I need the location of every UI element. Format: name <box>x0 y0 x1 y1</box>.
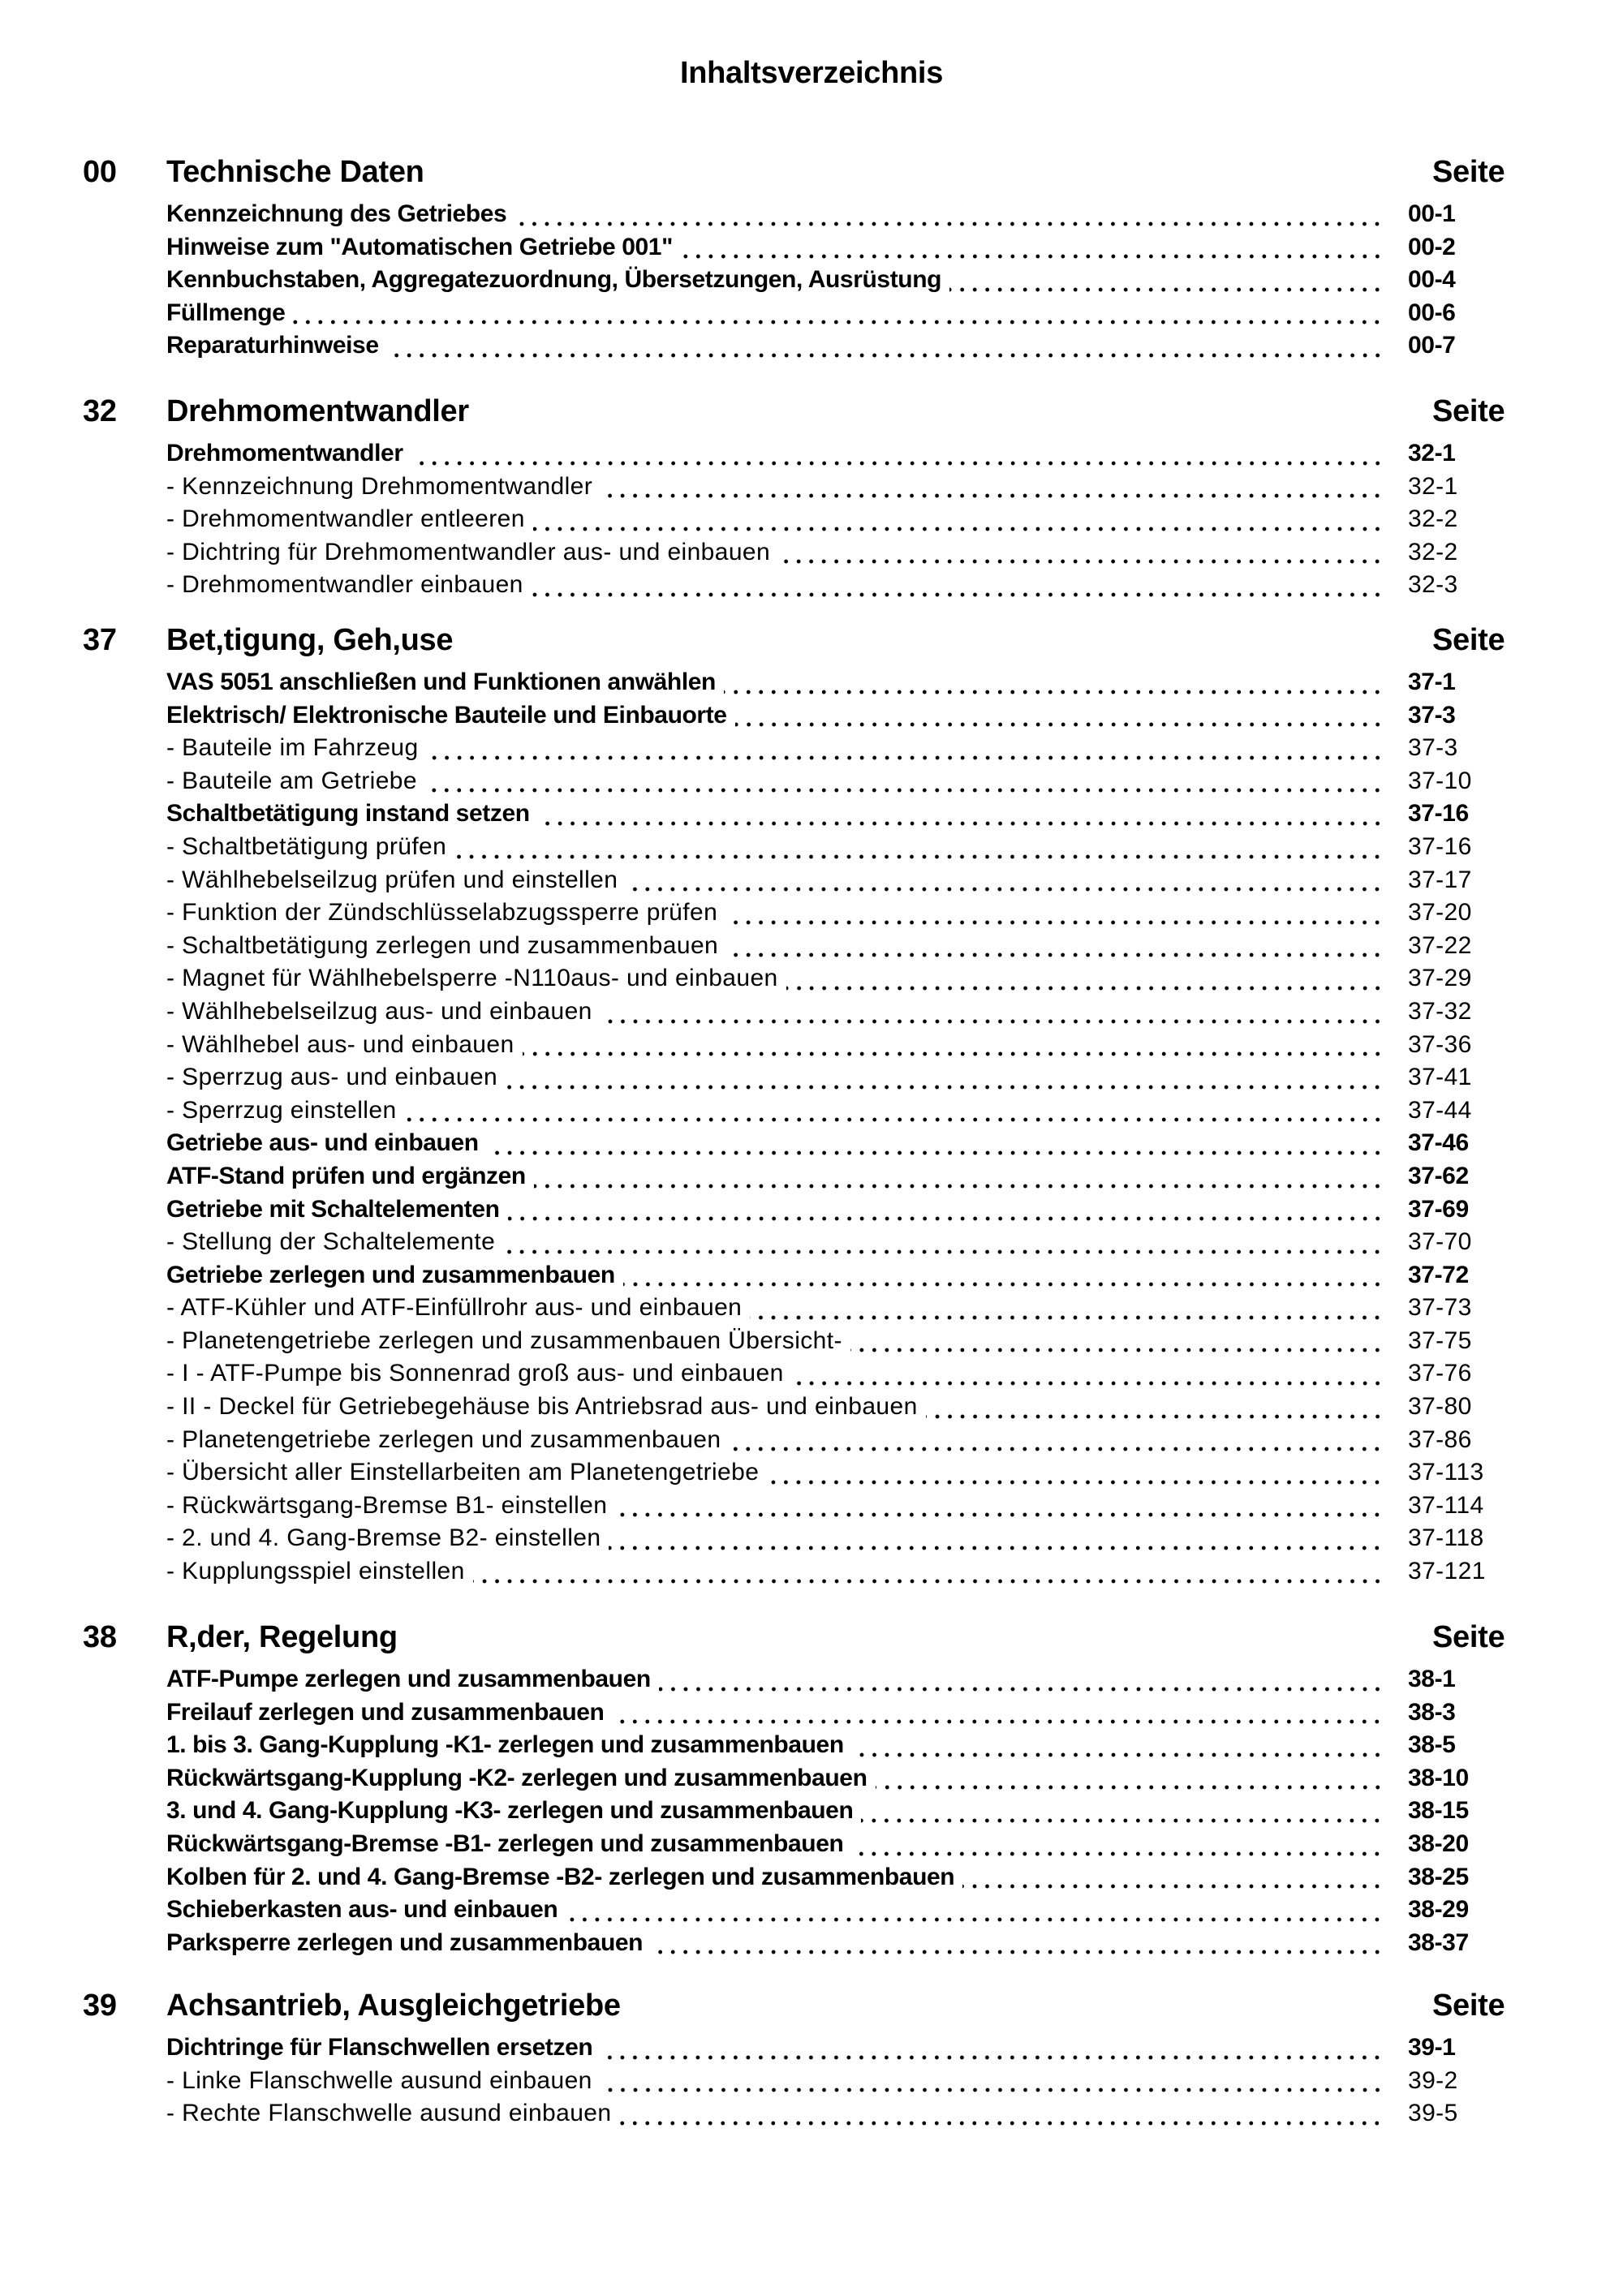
dot-leader <box>724 666 1384 699</box>
toc-entry-label: Reparaturhinweise <box>166 332 379 359</box>
toc-entry-label: - Kennzeichnung Drehmomentwandler <box>166 472 593 500</box>
toc-entry-row <box>0 1424 1408 1457</box>
toc-entry-label: Hinweise zum "Automatischen Getriebe 001" <box>166 233 673 260</box>
toc-entry-page-number: 38-25 <box>1408 1863 1469 1890</box>
dot-leader <box>487 1127 1384 1160</box>
dot-leader <box>514 198 1384 231</box>
toc-subentry[interactable] <box>0 896 1623 930</box>
toc-subentry[interactable] <box>0 995 1623 1029</box>
page-title: Inhaltsverzeichnis <box>679 56 944 90</box>
toc-subentry[interactable] <box>0 2065 1623 2098</box>
dot-leader <box>623 1259 1384 1292</box>
dot-leader <box>473 1555 1384 1589</box>
toc-subentry[interactable] <box>0 536 1623 570</box>
toc-entry-page-number: 37-20 <box>1408 899 1472 927</box>
dot-leader <box>659 1663 1384 1696</box>
toc-entry-label: - Bauteile im Fahrzeug <box>166 734 419 762</box>
toc-entry-page-number: 37-70 <box>1408 1228 1472 1256</box>
toc-entry-label: Rückwärtsgang-Kupplung -K2- zerlegen und zusammenbauen <box>166 1764 867 1791</box>
toc-entry-row <box>0 1292 1408 1325</box>
toc-entry-label: - Bauteile am Getriebe <box>166 767 417 794</box>
dot-leader <box>538 798 1384 831</box>
toc-entry-row <box>0 569 1408 602</box>
dot-leader <box>427 732 1384 765</box>
dot-leader <box>387 329 1384 363</box>
section-title: Drehmomentwandler <box>166 394 469 428</box>
toc-subentry[interactable] <box>0 1357 1623 1391</box>
toc-entry-label: Getriebe mit Schaltelementen <box>166 1195 500 1223</box>
toc-subentry[interactable] <box>0 1061 1623 1094</box>
toc-entry-page-number: 32-2 <box>1408 538 1458 565</box>
toc-entry-label: - Drehmomentwandler entleeren <box>166 505 525 533</box>
section-number: 38 <box>83 1620 117 1654</box>
section-heading <box>0 1988 1623 2023</box>
dot-leader <box>767 1456 1384 1490</box>
toc-entry-page-number: 39-1 <box>1408 2034 1456 2061</box>
toc-entry-page-number: 38-3 <box>1408 1698 1456 1726</box>
section-heading <box>0 393 1623 429</box>
toc-entry-label: - Wählhebel aus- und einbauen <box>166 1030 514 1058</box>
toc-entry-page-number: 37-73 <box>1408 1294 1472 1322</box>
toc-entry-label: Kennzeichnung des Getriebes <box>166 200 507 227</box>
toc-entry-row <box>0 198 1408 231</box>
dot-leader <box>601 2065 1384 2098</box>
toc-entry-row <box>0 864 1408 897</box>
toc-entry-row <box>0 1061 1408 1094</box>
toc-entry-label: - Sperrzug einstellen <box>166 1096 397 1124</box>
dot-leader <box>792 1357 1384 1391</box>
toc-entry-row <box>0 1762 1408 1795</box>
dot-leader <box>612 1696 1384 1730</box>
toc-subentry[interactable] <box>0 765 1623 798</box>
toc-subentry[interactable] <box>0 1522 1623 1555</box>
toc-subentry[interactable] <box>0 962 1623 995</box>
dot-leader <box>411 437 1384 471</box>
toc-entry-label: Schieberkasten aus- und einbauen <box>166 1896 558 1924</box>
dot-leader <box>726 930 1384 963</box>
toc-entry-page-number: 37-41 <box>1408 1064 1472 1091</box>
toc-entry-page-number: 39-5 <box>1408 2100 1458 2127</box>
dot-leader <box>786 962 1384 995</box>
toc-entry-page-number: 37-121 <box>1408 1558 1486 1585</box>
toc-entry-page-number: 00-7 <box>1408 332 1456 359</box>
toc-entry-row <box>0 666 1408 699</box>
toc-entry[interactable] <box>0 1729 1623 1762</box>
dot-leader <box>681 231 1384 264</box>
toc-subentry[interactable] <box>0 503 1623 536</box>
toc-entry-page-number: 37-1 <box>1408 669 1456 695</box>
toc-entry[interactable] <box>0 1259 1623 1292</box>
dot-leader <box>609 1522 1384 1555</box>
toc-subentry[interactable] <box>0 1292 1623 1325</box>
toc-entry-row <box>0 1696 1408 1730</box>
toc-entry-page-number: 38-29 <box>1408 1896 1469 1924</box>
toc-entry-row <box>0 2097 1408 2130</box>
toc-entry-row <box>0 471 1408 504</box>
toc-entry-label: Drehmomentwandler <box>166 440 403 467</box>
toc-entry-label: - Stellung der Schaltelemente <box>166 1228 496 1256</box>
toc-entry[interactable] <box>0 1160 1623 1193</box>
toc-entry[interactable] <box>0 231 1623 264</box>
section-heading <box>0 154 1623 190</box>
toc-entry-page-number: 38-5 <box>1408 1731 1456 1759</box>
toc-entry-label: Füllmenge <box>166 299 286 326</box>
toc-entry-label: - ATF-Kühler und ATF-Einfüllrohr aus- und einbauen <box>166 1294 743 1322</box>
dot-leader <box>651 1927 1384 1960</box>
toc-entry-page-number: 00-1 <box>1408 200 1456 227</box>
toc-entry-label: - Drehmomentwandler einbauen <box>166 571 523 599</box>
toc-entry-page-number: 37-72 <box>1408 1261 1469 1288</box>
page-column-label: Seite <box>1432 155 1505 189</box>
toc-entry-list <box>0 437 1623 602</box>
toc-entry-row <box>0 2032 1408 2065</box>
section-number: 37 <box>83 623 117 657</box>
dot-leader <box>532 569 1384 602</box>
toc-subentry[interactable] <box>0 569 1623 602</box>
toc-entry-list <box>0 666 1623 1589</box>
toc-entry-page-number: 37-86 <box>1408 1425 1472 1453</box>
toc-entry-row <box>0 1226 1408 1259</box>
toc-entry-row <box>0 1127 1408 1160</box>
toc-entry-label: Kennbuchstaben, Aggregatezuordnung, Übersetzungen, Ausrüstung <box>166 266 942 294</box>
toc-entry[interactable] <box>0 666 1623 699</box>
toc-entry-label: Rückwärtsgang-Bremse -B1- zerlegen und zusammenbauen <box>166 1829 844 1857</box>
dot-leader <box>949 264 1384 297</box>
page-column-label: Seite <box>1432 394 1505 428</box>
toc-entry-page-number: 37-17 <box>1408 866 1472 893</box>
dot-leader <box>405 1094 1384 1128</box>
toc-entry-row <box>0 231 1408 264</box>
toc-entry-page-number: 00-4 <box>1408 266 1456 294</box>
section-title: Bet,tigung, Geh,use <box>166 623 454 657</box>
toc-entry-page-number: 38-15 <box>1408 1797 1469 1825</box>
toc-entry-label: - Rechte Flanschwelle ausund einbauen <box>166 2100 612 2127</box>
toc-entry-row <box>0 1160 1408 1193</box>
toc-entry-label: - Wählhebelseilzug prüfen und einstellen <box>166 866 618 893</box>
toc-entry-page-number: 37-118 <box>1408 1524 1484 1552</box>
toc-entry-label: Getriebe aus- und einbauen <box>166 1129 479 1157</box>
toc-entry-page-number: 37-36 <box>1408 1030 1472 1058</box>
toc-entry-label: - Funktion der Zündschlüsselabzugssperre prüfen <box>166 899 718 927</box>
toc-entry-label: Schaltbetätigung instand setzen <box>166 800 530 828</box>
toc-entry-row <box>0 1357 1408 1391</box>
toc-entry-label: 1. bis 3. Gang-Kupplung -K1- zerlegen und zusammenbauen <box>166 1731 844 1759</box>
dot-leader <box>601 2032 1384 2065</box>
section-title: Technische Daten <box>166 155 424 189</box>
toc-entry-row <box>0 1927 1408 1960</box>
section-heading <box>0 1619 1623 1655</box>
page-column-label: Seite <box>1432 1620 1505 1654</box>
toc-entry-page-number: 38-1 <box>1408 1666 1456 1692</box>
dot-leader <box>566 1894 1384 1927</box>
toc-subentry[interactable] <box>0 831 1623 864</box>
toc-entry-page-number: 37-22 <box>1408 931 1472 959</box>
toc-entry-row <box>0 1193 1408 1227</box>
toc-entry-label: Dichtringe für Flanschwellen ersetzen <box>166 2034 593 2061</box>
toc-entry-row <box>0 437 1408 471</box>
section-32 <box>0 393 1623 602</box>
toc-entry-label: - Planetengetriebe zerlegen und zusammenbauen <box>166 1425 721 1453</box>
dot-leader <box>778 536 1384 570</box>
toc-entry-page-number: 37-114 <box>1408 1491 1484 1519</box>
toc-subentry[interactable] <box>0 1424 1623 1457</box>
section-38 <box>0 1619 1623 1959</box>
toc-entry-page-number: 32-2 <box>1408 505 1458 533</box>
dot-leader <box>503 1226 1384 1259</box>
toc-entry[interactable] <box>0 1795 1623 1828</box>
toc-subentry[interactable] <box>0 1029 1623 1062</box>
toc-entry-page-number: 37-46 <box>1408 1129 1469 1157</box>
toc-entry-row <box>0 1094 1408 1128</box>
toc-entry-row <box>0 1861 1408 1894</box>
toc-entry-row <box>0 962 1408 995</box>
dot-leader <box>619 2097 1384 2130</box>
toc-entry[interactable] <box>0 1193 1623 1227</box>
dot-leader <box>293 297 1384 330</box>
toc-subentry[interactable] <box>0 471 1623 504</box>
toc-entry-page-number: 38-10 <box>1408 1764 1469 1791</box>
toc-entry-label: - Schaltbetätigung prüfen <box>166 832 447 860</box>
toc-entry[interactable] <box>0 2032 1623 2065</box>
toc-entry-page-number: 37-75 <box>1408 1326 1472 1354</box>
dot-leader <box>508 1193 1384 1227</box>
toc-entry-page-number: 37-3 <box>1408 734 1458 762</box>
toc-entry-label: - Dichtring für Drehmomentwandler aus- und einbauen <box>166 538 771 565</box>
dot-leader <box>523 1029 1384 1062</box>
toc-entry-row <box>0 1490 1408 1523</box>
page-column-label: Seite <box>1432 623 1505 657</box>
toc-entry-row <box>0 930 1408 963</box>
toc-entry-label: Freilauf zerlegen und zusammenbauen <box>166 1698 605 1726</box>
toc-entry[interactable] <box>0 297 1623 330</box>
dot-leader <box>962 1861 1384 1894</box>
dot-leader <box>454 831 1384 864</box>
toc-entry-row <box>0 329 1408 363</box>
toc-entry-label: VAS 5051 anschließen und Funktionen anwählen <box>166 669 716 695</box>
toc-entry-page-number: 37-16 <box>1408 800 1469 828</box>
toc-entry-page-number: 37-69 <box>1408 1195 1469 1223</box>
toc-entry-label: - Magnet für Wählhebelsperre -N110aus- und einbauen <box>166 965 778 992</box>
toc-entry-row <box>0 1522 1408 1555</box>
toc-entry-page-number: 37-10 <box>1408 767 1472 794</box>
dot-leader <box>750 1292 1384 1325</box>
toc-entry[interactable] <box>0 437 1623 471</box>
dot-leader <box>926 1391 1384 1424</box>
page-column-label: Seite <box>1432 1989 1505 2023</box>
toc-entry-row <box>0 765 1408 798</box>
toc-entry-row <box>0 831 1408 864</box>
toc-entry-label: - Linke Flanschwelle ausund einbauen <box>166 2066 592 2094</box>
toc-entry-label: - I - ATF-Pumpe bis Sonnenrad groß aus- und einbauen <box>166 1360 784 1387</box>
toc-entry-row <box>0 264 1408 297</box>
toc-entry-label: - Kupplungsspiel einstellen <box>166 1558 465 1585</box>
toc-entry-label: - Übersicht aller Einstellarbeiten am Planetengetriebe <box>166 1459 760 1486</box>
section-title: R,der, Regelung <box>166 1620 398 1654</box>
toc-entry[interactable] <box>0 1894 1623 1927</box>
dot-leader <box>852 1729 1384 1762</box>
toc-entry-row <box>0 1894 1408 1927</box>
toc-entry[interactable] <box>0 699 1623 733</box>
toc-entry-row <box>0 896 1408 930</box>
dot-leader <box>506 1061 1384 1094</box>
toc-entry[interactable] <box>0 198 1623 231</box>
toc-entry-page-number: 37-113 <box>1408 1459 1484 1486</box>
toc-entry-row <box>0 2065 1408 2098</box>
toc-entry[interactable] <box>0 264 1623 297</box>
toc-entry[interactable] <box>0 1762 1623 1795</box>
dot-leader <box>851 1828 1384 1861</box>
dot-leader <box>533 503 1384 536</box>
toc-entry-page-number: 00-2 <box>1408 233 1456 260</box>
toc-entry-row <box>0 995 1408 1029</box>
toc-entry[interactable] <box>0 1663 1623 1696</box>
dot-leader <box>729 1424 1384 1457</box>
dot-leader <box>725 896 1384 930</box>
dot-leader <box>861 1795 1384 1828</box>
toc-entry-row <box>0 1456 1408 1490</box>
toc-entry-page-number: 39-2 <box>1408 2066 1458 2094</box>
toc-entry-list <box>0 198 1623 363</box>
toc-subentry[interactable] <box>0 1325 1623 1358</box>
toc-entry-label: Elektrisch/ Elektronische Bauteile und Einbauorte <box>166 701 727 729</box>
section-number: 32 <box>83 394 117 428</box>
toc-entry-page-number: 37-80 <box>1408 1393 1472 1421</box>
toc-entry-row <box>0 1729 1408 1762</box>
toc-entry-row <box>0 1555 1408 1589</box>
toc-entry-page-number: 32-3 <box>1408 571 1458 599</box>
toc-entry-row <box>0 1795 1408 1828</box>
toc-entry-page-number: 37-16 <box>1408 832 1472 860</box>
toc-entry-page-number: 38-20 <box>1408 1829 1469 1857</box>
toc-entry-row <box>0 732 1408 765</box>
toc-subentry[interactable] <box>0 1555 1623 1589</box>
toc-entry-row <box>0 1325 1408 1358</box>
toc-entry[interactable] <box>0 798 1623 831</box>
toc-entry-label: Parksperre zerlegen und zusammenbauen <box>166 1928 644 1956</box>
section-heading <box>0 622 1623 658</box>
toc-entry-label: - Wählhebelseilzug aus- und einbauen <box>166 997 592 1025</box>
dot-leader <box>876 1762 1384 1795</box>
section-39 <box>0 1988 1623 2130</box>
toc-entry-page-number: 37-76 <box>1408 1360 1472 1387</box>
toc-entry-label: 3. und 4. Gang-Kupplung -K3- zerlegen und zusammenbauen <box>166 1797 854 1825</box>
dot-leader <box>615 1490 1384 1523</box>
toc-entry-row <box>0 503 1408 536</box>
section-00 <box>0 154 1623 363</box>
section-37 <box>0 622 1623 1589</box>
dot-leader <box>850 1325 1384 1358</box>
toc-subentry[interactable] <box>0 2097 1623 2130</box>
toc-subentry[interactable] <box>0 1391 1623 1424</box>
toc-entry[interactable] <box>0 1927 1623 1960</box>
toc-subentry[interactable] <box>0 1094 1623 1128</box>
toc-entry-label: - Rückwärtsgang-Bremse B1- einstellen <box>166 1491 608 1519</box>
toc-entry-row <box>0 536 1408 570</box>
toc-subentry[interactable] <box>0 732 1623 765</box>
toc-entry-row <box>0 1029 1408 1062</box>
toc-entry-page-number: 32-1 <box>1408 440 1456 467</box>
toc-entry-label: Kolben für 2. und 4. Gang-Bremse -B2- zerlegen und zusammenbauen <box>166 1863 955 1890</box>
toc-entry-row <box>0 1259 1408 1292</box>
toc-entry-label: Getriebe zerlegen und zusammenbauen <box>166 1261 615 1288</box>
toc-entry[interactable] <box>0 1828 1623 1861</box>
dot-leader <box>601 471 1384 504</box>
toc-entry-row <box>0 297 1408 330</box>
toc-entry[interactable] <box>0 1696 1623 1730</box>
toc-entry-label: - Schaltbetätigung zerlegen und zusammenbauen <box>166 931 719 959</box>
toc-entry-row <box>0 1663 1408 1696</box>
section-number: 39 <box>83 1989 117 2023</box>
toc-entry-list <box>0 2032 1623 2130</box>
toc-entry[interactable] <box>0 1861 1623 1894</box>
toc-entry[interactable] <box>0 1127 1623 1160</box>
section-title: Achsantrieb, Ausgleichgetriebe <box>166 1989 621 2023</box>
toc-subentry[interactable] <box>0 864 1623 897</box>
toc-entry-label: - Sperrzug aus- und einbauen <box>166 1064 498 1091</box>
toc-entry-list <box>0 1663 1623 1959</box>
toc-entry-page-number: 00-6 <box>1408 299 1456 326</box>
toc-entry-label: ATF-Pumpe zerlegen und zusammenbauen <box>166 1666 651 1692</box>
toc-subentry[interactable] <box>0 1456 1623 1490</box>
toc-entry-row <box>0 1391 1408 1424</box>
toc-entry-page-number: 37-32 <box>1408 997 1472 1025</box>
toc-entry[interactable] <box>0 329 1623 363</box>
dot-leader <box>425 765 1384 798</box>
toc-entry-page-number: 32-1 <box>1408 472 1458 500</box>
toc-entry-label: ATF-Stand prüfen und ergänzen <box>166 1162 526 1189</box>
toc-entry-label: - II - Deckel für Getriebegehäuse bis Antriebsrad aus- und einbauen <box>166 1393 918 1421</box>
dot-leader <box>626 864 1384 897</box>
toc-subentry[interactable] <box>0 1490 1623 1523</box>
toc-entry-page-number: 37-29 <box>1408 965 1472 992</box>
toc-entry-label: - 2. und 4. Gang-Bremse B2- einstellen <box>166 1524 601 1552</box>
toc-subentry[interactable] <box>0 1226 1623 1259</box>
dot-leader <box>534 1160 1384 1193</box>
toc-entry-row <box>0 1828 1408 1861</box>
toc-subentry[interactable] <box>0 930 1623 963</box>
section-number: 00 <box>83 155 117 189</box>
toc-entry-page-number: 37-44 <box>1408 1096 1472 1124</box>
dot-leader <box>735 699 1384 733</box>
toc-entry-label: - Planetengetriebe zerlegen und zusammenbauen Übersicht- <box>166 1326 842 1354</box>
toc-entry-page-number: 38-37 <box>1408 1928 1469 1956</box>
toc-entry-page-number: 37-62 <box>1408 1162 1469 1189</box>
toc-entry-row <box>0 699 1408 733</box>
dot-leader <box>601 995 1384 1029</box>
toc-entry-row <box>0 798 1408 831</box>
toc-entry-page-number: 37-3 <box>1408 701 1456 729</box>
